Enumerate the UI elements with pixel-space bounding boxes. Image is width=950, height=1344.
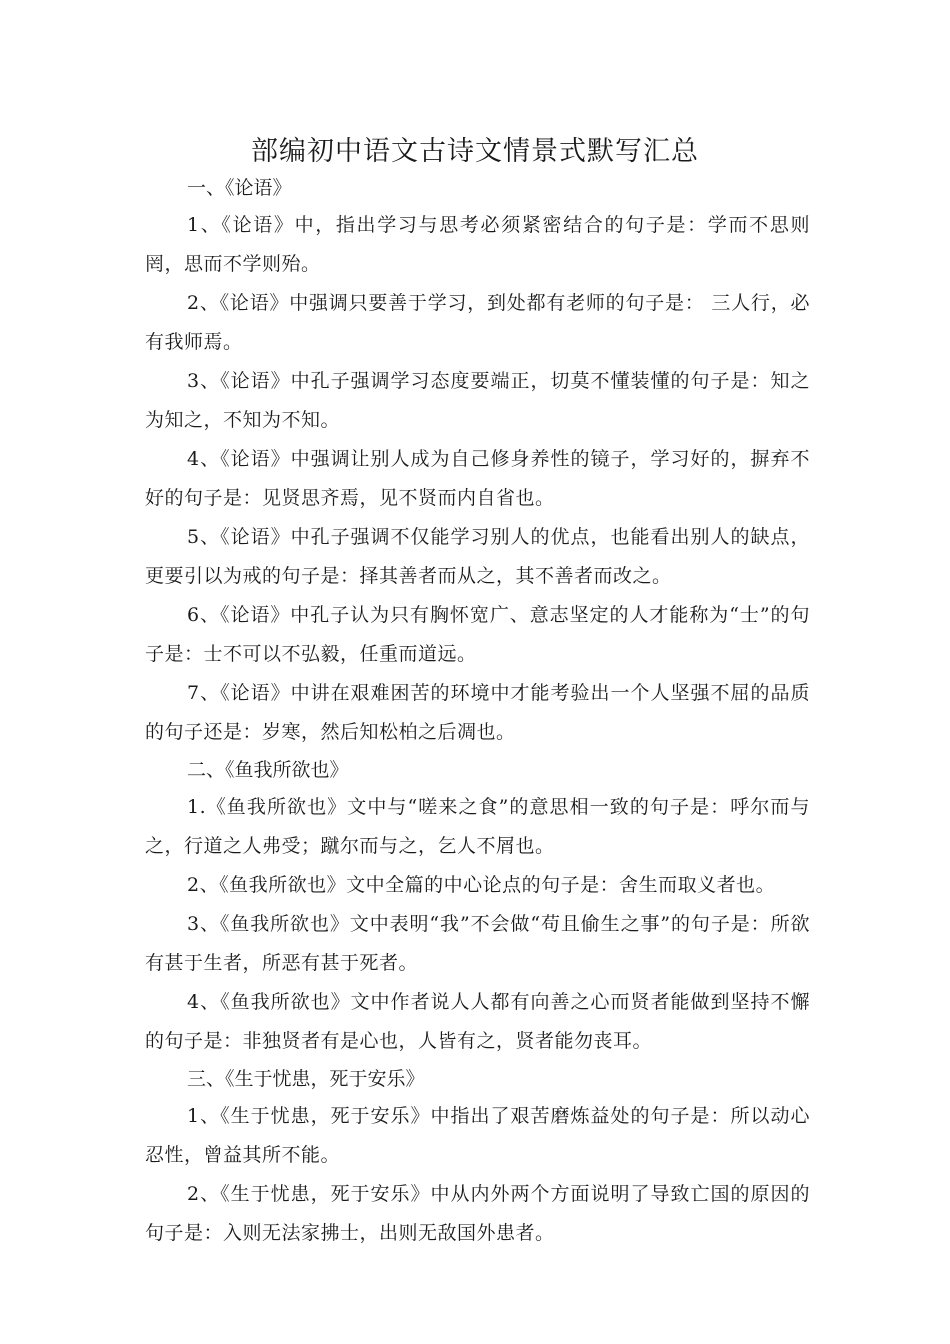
question-item: 1.《鱼我所欲也》文中与“嗟来之食”的意思相一致的句子是：呼尔而与之，行道之人弗受；蹴尔而与之，乞人不屑也。 [145, 796, 810, 857]
section-heading-yuwosuoyuye: 二、《鱼我所欲也》 [187, 759, 349, 781]
question-item: 3、《论语》中孔子强调学习态度要端正，切莫不懂装懂的句子是：知之为知之，不知为不知。 [145, 370, 810, 431]
document-body [145, 170, 810, 1253]
question-item: 4、《论语》中强调让别人成为自己修身养性的镜子，学习好的，摒弃不好的句子是：见贤思齐焉，见不贤而内自省也。 [145, 448, 810, 509]
question-item: 2、《生于忧患，死于安乐》中从内外两个方面说明了导致亡国的原因的句子是：入则无法家拂士，出则无敌国外患者。 [145, 1183, 810, 1244]
document-title: 部编初中语文古诗文情景式默写汇总 [251, 136, 699, 167]
question-item: 1、《论语》中，指出学习与思考必须紧密结合的句子是：学而不思则罔，思而不学则殆。 [145, 214, 810, 275]
section-heading-lunyu: 一、《论语》 [187, 177, 292, 199]
question-item: 4、《鱼我所欲也》文中作者说人人都有向善之心而贤者能做到坚持不懈的句子是：非独贤者有是心也，人皆有之，贤者能勿丧耳。 [145, 991, 810, 1052]
question-item: 3、《鱼我所欲也》文中表明“我”不会做“苟且偷生之事”的句子是：所欲有甚于生者，所恶有甚于死者。 [145, 913, 810, 974]
question-item: 2、《论语》中强调只要善于学习，到处都有老师的句子是： 三人行，必有我师焉。 [145, 292, 810, 353]
question-item: 7、《论语》中讲在艰难困苦的环境中才能考验出一个人坚强不屈的品质的句子还是：岁寒，然后知松柏之后凋也。 [145, 682, 810, 743]
question-item: 5、《论语》中孔子强调不仅能学习别人的优点，也能看出别人的缺点，更要引以为戒的句子是：择其善者而从之，其不善者而改之。 [145, 526, 810, 587]
section-heading-shengyuyouhuan: 三、《生于忧患，死于安乐》 [187, 1068, 425, 1090]
question-item: 6、《论语》中孔子认为只有胸怀宽广、意志坚定的人才能称为“士”的句子是：士不可以不弘毅，任重而道远。 [145, 604, 810, 665]
question-item: 1、《生于忧患，死于安乐》中指出了艰苦磨炼益处的句子是：所以动心忍性，曾益其所不能。 [145, 1105, 810, 1166]
question-item: 2、《鱼我所欲也》文中全篇的中心论点的句子是：舍生而取义者也。 [187, 874, 776, 896]
